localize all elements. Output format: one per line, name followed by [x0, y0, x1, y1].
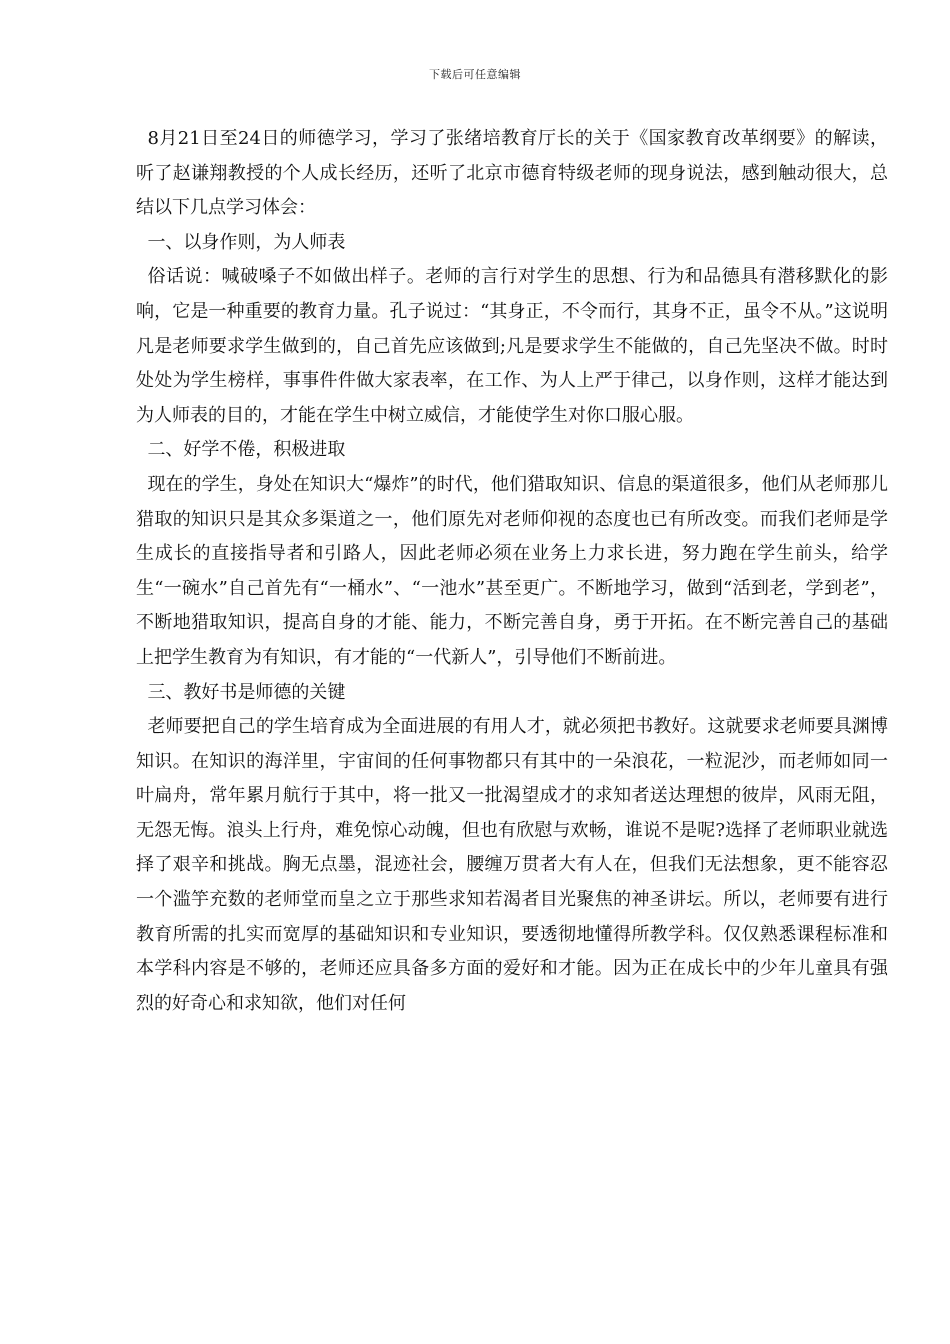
document-body [136, 122, 888, 1021]
intro-paragraph: 8月21日至24日的师德学习，学习了张绪培教育厅长的关于《国家教育改革纲要》的解读，听了赵谦翔教授的个人成长经历，还听了北京市德育特级老师的现身说法，感到触动很大，总结以下几点学习体会： [136, 128, 888, 219]
section-3-paragraph: 老师要把自己的学生培育成为全面进展的有用人才，就必须把书教好。这就要求老师要具渊博知识。在知识的海洋里，宇宙间的任何事物都只有其中的一朵浪花，一粒泥沙，而老师如同一叶扁舟，常年累月航行于其中，将一批又一批渴望成才的求知者送达理想的彼岸，风雨无阻，无怨无悔。浪头上行舟，难免惊心动魄，但也有欣慰与欢畅，谁说不是呢?选择了老师职业就选择了艰辛和挑战。胸无点墨，混迹社会，腰缠万贯者大有人在，但我们无法想象，更不能容忍一个滥竽充数的老师堂而皇之立于那些求知若渴者目光聚焦的神圣讲坛。所以，老师要有进行教育所需的扎实而宽厚的基础知识和专业知识，要透彻地懂得所教学科。仅仅熟悉课程标准和本学科内容是不够的，老师还应具备多方面的爱好和才能。因为正在成长中的少年儿童具有强烈的好奇心和求知欲，他们对任何 [136, 716, 888, 1014]
section-heading-3: 三、教好书是师德的关键 [147, 681, 346, 703]
section-2-paragraph: 现在的学生，身处在知识大“爆炸”的时代，他们猎取知识、信息的渠道很多，他们从老师那儿猎取的知识只是其众多渠道之一，他们原先对老师仰视的态度也已有所改变。而我们老师是学生成长的直接指导者和引路人，因此老师必须在业务上力求长进，努力跑在学生前头，给学生“一碗水”自己首先有“一桶水”、“一池水”甚至更广。不断地学习，做到“活到老，学到老”，不断地猎取知识，提高自身的才能、能力，不断完善自身，勇于开拓。在不断完善自己的基础上把学生教育为有知识，有才能的“一代新人”，引导他们不断前进。 [136, 473, 888, 668]
section-heading-2: 二、好学不倦，积极进取 [147, 439, 346, 461]
section-heading-1: 一、以身作则，为人师表 [147, 231, 346, 253]
page-header: 下载后可任意编辑 [429, 68, 521, 81]
section-1-paragraph: 俗话说：喊破嗓子不如做出样子。老师的言行对学生的思想、行为和品德具有潜移默化的影响，它是一种重要的教育力量。孔子说过：“其身正，不令而行，其身不正，虽令不从。”这说明凡是老师要求学生做到的，自己首先应该做到;凡是要求学生不能做的，自己先坚决不做。时时处处为学生榜样，事事件件做大家表率，在工作、为人上严于律己，以身作则，这样才能达到为人师表的目的，才能在学生中树立威信，才能使学生对你口服心服。 [136, 266, 888, 426]
